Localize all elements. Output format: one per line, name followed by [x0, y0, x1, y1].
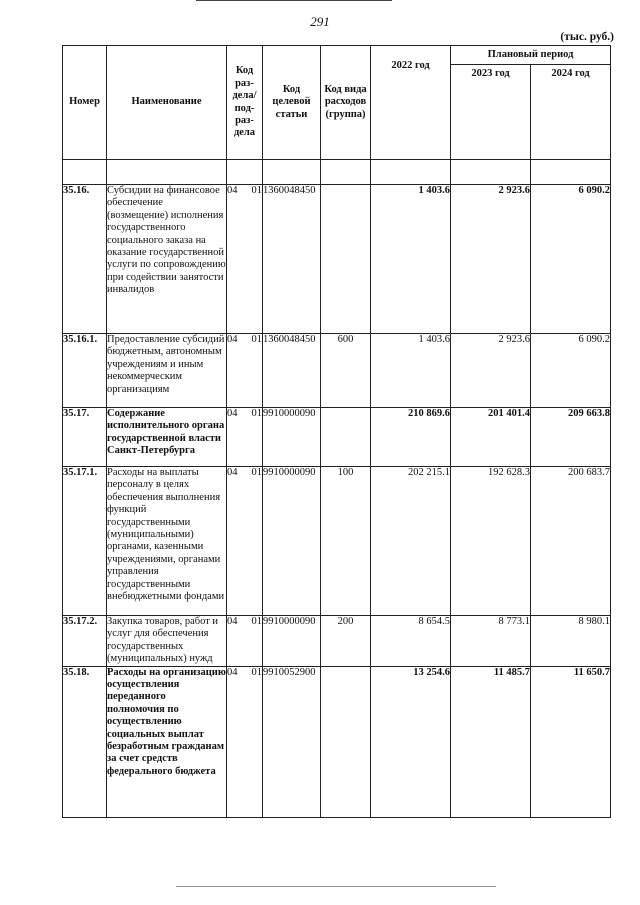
- row-name: Расходы на выплаты персоналу в целях обеспечения выполнения функций государственными (муниципальными) органами, казенными учреждениями, органами управления государственными внебюджетными фондами: [107, 467, 227, 616]
- row-amount-2022: 202 215.1: [371, 467, 451, 616]
- row-amount-2022: 1 403.6: [371, 185, 451, 334]
- row-name: Расходы на организацию осуществления переданного полномочия по осуществлению социальных выплат безработным гражданам за счет средств федерального бюджета: [107, 666, 227, 817]
- row-number: 35.16.: [63, 185, 107, 334]
- header-year-2022: 2022 год: [371, 46, 451, 160]
- header-year-2023: 2023 год: [451, 65, 531, 160]
- row-expense-code: 600: [321, 334, 371, 408]
- row-section: 04: [227, 334, 243, 408]
- row-amount-2022: 1 403.6: [371, 334, 451, 408]
- row-name: Содержание исполнительного органа государственной власти Санкт-Петербурга: [107, 408, 227, 467]
- header-name: Наименование: [107, 46, 227, 160]
- table-spacer-row: [63, 160, 611, 185]
- row-number: 35.17.: [63, 408, 107, 467]
- table-header-row: [63, 46, 611, 65]
- row-subsection: 01: [243, 666, 263, 817]
- row-target-code: 9910000090: [263, 616, 321, 667]
- row-name: Субсидии на финансовое обеспечение (возмещение) исполнения государственного социального заказа на оказание государственной услуги по сопровождению при содействии занятости инвалидов: [107, 185, 227, 334]
- row-section: 04: [227, 616, 243, 667]
- row-amount-2022: 13 254.6: [371, 666, 451, 817]
- row-number: 35.17.2.: [63, 616, 107, 667]
- row-expense-code: 200: [321, 616, 371, 667]
- row-amount-2023: 8 773.1: [451, 616, 531, 667]
- row-section: 04: [227, 666, 243, 817]
- row-section: 04: [227, 467, 243, 616]
- row-name: Закупка товаров, работ и услуг для обеспечения государственных (муниципальных) нужд: [107, 616, 227, 667]
- row-amount-2024: 200 683.7: [531, 467, 611, 616]
- row-subsection: 01: [243, 185, 263, 334]
- row-target-code: 1360048450: [263, 185, 321, 334]
- table-row: [63, 408, 611, 467]
- row-amount-2023: 192 628.3: [451, 467, 531, 616]
- row-amount-2024: 209 663.8: [531, 408, 611, 467]
- row-target-code: 9910000090: [263, 467, 321, 616]
- row-expense-code: [321, 185, 371, 334]
- top-rule: [196, 0, 392, 2]
- header-number: Номер: [63, 46, 107, 160]
- row-number: 35.18.: [63, 666, 107, 817]
- row-target-code: 9910052900: [263, 666, 321, 817]
- header-planning-period: Плановый период: [451, 46, 611, 65]
- table-row: [63, 185, 611, 334]
- scan-bottom-rule: [176, 886, 496, 891]
- row-section: 04: [227, 185, 243, 334]
- row-subsection: 01: [243, 616, 263, 667]
- row-amount-2023: 11 485.7: [451, 666, 531, 817]
- table-row: [63, 616, 611, 667]
- row-amount-2023: 201 401.4: [451, 408, 531, 467]
- row-amount-2024: 8 980.1: [531, 616, 611, 667]
- header-section-code: Код раз-дела/ под-раз-дела: [227, 46, 263, 160]
- row-amount-2022: 210 869.6: [371, 408, 451, 467]
- row-subsection: 01: [243, 408, 263, 467]
- row-expense-code: [321, 408, 371, 467]
- row-amount-2023: 2 923.6: [451, 334, 531, 408]
- row-amount-2024: 6 090.2: [531, 334, 611, 408]
- table-row: [63, 467, 611, 616]
- row-section: 04: [227, 408, 243, 467]
- row-expense-code: [321, 666, 371, 817]
- row-amount-2022: 8 654.5: [371, 616, 451, 667]
- row-number: 35.16.1.: [63, 334, 107, 408]
- header-expense-code: Код вида расходов (группа): [321, 46, 371, 160]
- table-row: [63, 666, 611, 817]
- row-expense-code: 100: [321, 467, 371, 616]
- row-target-code: 1360048450: [263, 334, 321, 408]
- row-number: 35.17.1.: [63, 467, 107, 616]
- unit-note: (тыс. руб.): [560, 31, 614, 43]
- header-target-code: Код целевой статьи: [263, 46, 321, 160]
- row-amount-2024: 11 650.7: [531, 666, 611, 817]
- page-number: 291: [310, 14, 330, 29]
- header-year-2024: 2024 год: [531, 65, 611, 160]
- row-target-code: 9910000090: [263, 408, 321, 467]
- table-row: [63, 334, 611, 408]
- row-name: Предоставление субсидий бюджетным, автономным учреждениям и иным некоммерческим организациям: [107, 334, 227, 408]
- row-subsection: 01: [243, 334, 263, 408]
- row-amount-2023: 2 923.6: [451, 185, 531, 334]
- row-amount-2024: 6 090.2: [531, 185, 611, 334]
- budget-table: [62, 45, 611, 818]
- row-subsection: 01: [243, 467, 263, 616]
